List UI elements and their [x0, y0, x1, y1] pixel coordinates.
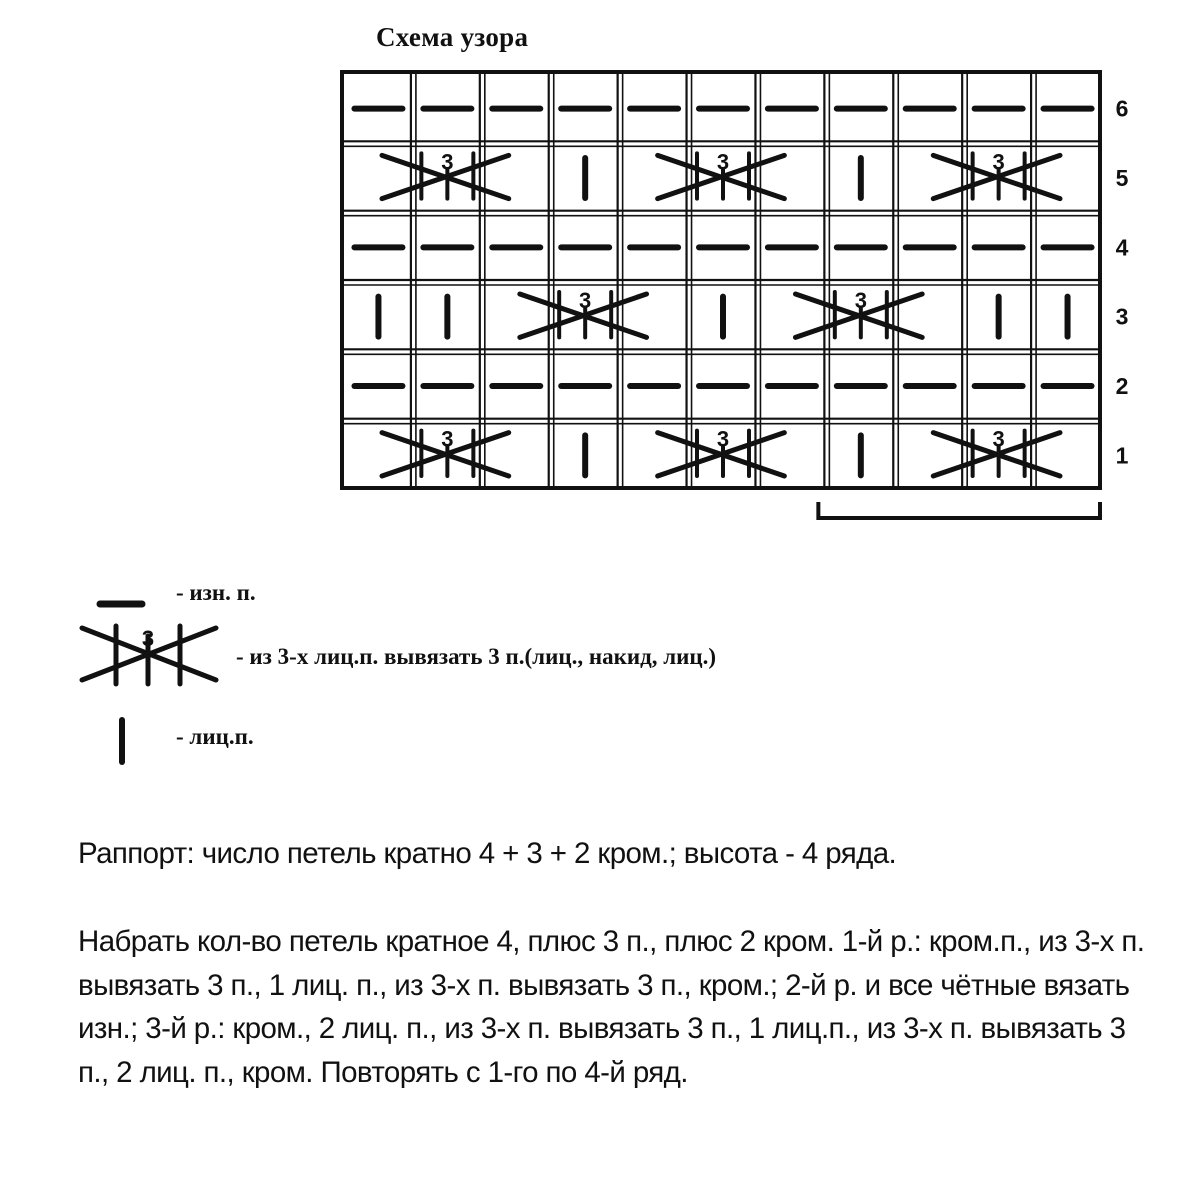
cross-number: 3 — [854, 288, 867, 313]
row-label: 6 — [1115, 95, 1129, 122]
pattern-chart — [0, 0, 1200, 560]
row-label: 1 — [1115, 442, 1129, 469]
three-from-three-cross-symbol — [382, 149, 509, 198]
row-label: 3 — [1115, 303, 1129, 330]
row-label: 5 — [1115, 165, 1129, 191]
cross-number: 3 — [716, 426, 730, 452]
chart-grid — [342, 72, 1100, 488]
legend-item-three-from-three — [0, 620, 1200, 680]
three-from-three-cross-symbol — [658, 427, 785, 476]
legend-three-from-three-text: - из 3-х лиц.п. вывязать 3 п.(лиц., накид, лиц.) — [236, 644, 717, 669]
cross-number: 3 — [992, 426, 1005, 452]
three-from-three-cross-symbol — [933, 427, 1060, 476]
three-from-three-cross-icon — [76, 620, 226, 690]
cross-number: 3 — [441, 426, 454, 452]
instructions-text: Набрать кол-во петель кратное 4, плюс 3 п., плюс 2 кром. 1-й р.: кром.п., из 3-х п. вывязать 3 п., 1 лиц. п., из 3-х п. вывязать 3 п., кром.; 2-й р. и все чётные вязать изн.; 3-й р.: кром., 2 лиц. п., из 3-х п. вывязать 3 п., 1 лиц.п., из 3-х п. вывязать 3 п., 2 лиц. п., кром. Повторять с 1-го по 4-й ряд. — [78, 925, 1145, 1089]
cross-number: 3 — [441, 149, 454, 175]
legend-knit-text: - лиц.п. — [176, 724, 254, 749]
knit-symbol-icon — [112, 716, 132, 768]
repeat-bracket — [818, 502, 1100, 518]
row-label: 4 — [1115, 234, 1129, 261]
chart-symbols — [354, 109, 1091, 476]
rapport-text: Раппорт: число петель кратно 4 + 3 + 2 кром.; высота - 4 ряда. — [78, 837, 897, 870]
legend-item-knit — [0, 712, 1200, 772]
cross-number: 3 — [716, 149, 730, 175]
row-label: 2 — [1115, 373, 1129, 399]
three-from-three-cross-symbol — [933, 149, 1060, 198]
three-from-three-cross-symbol — [520, 288, 647, 337]
three-from-three-cross-symbol — [382, 427, 509, 476]
chart-title: Схема узора — [376, 22, 529, 52]
three-from-three-cross-symbol — [658, 149, 785, 198]
cross-number: 3 — [992, 149, 1005, 175]
row-labels — [1116, 96, 1129, 469]
legend-cross-number: 3 — [141, 626, 155, 651]
cross-number: 3 — [579, 288, 592, 313]
three-from-three-cross-symbol — [795, 288, 922, 337]
legend-purl-text: - изн. п. — [176, 580, 256, 605]
purl-symbol-icon — [96, 594, 156, 614]
